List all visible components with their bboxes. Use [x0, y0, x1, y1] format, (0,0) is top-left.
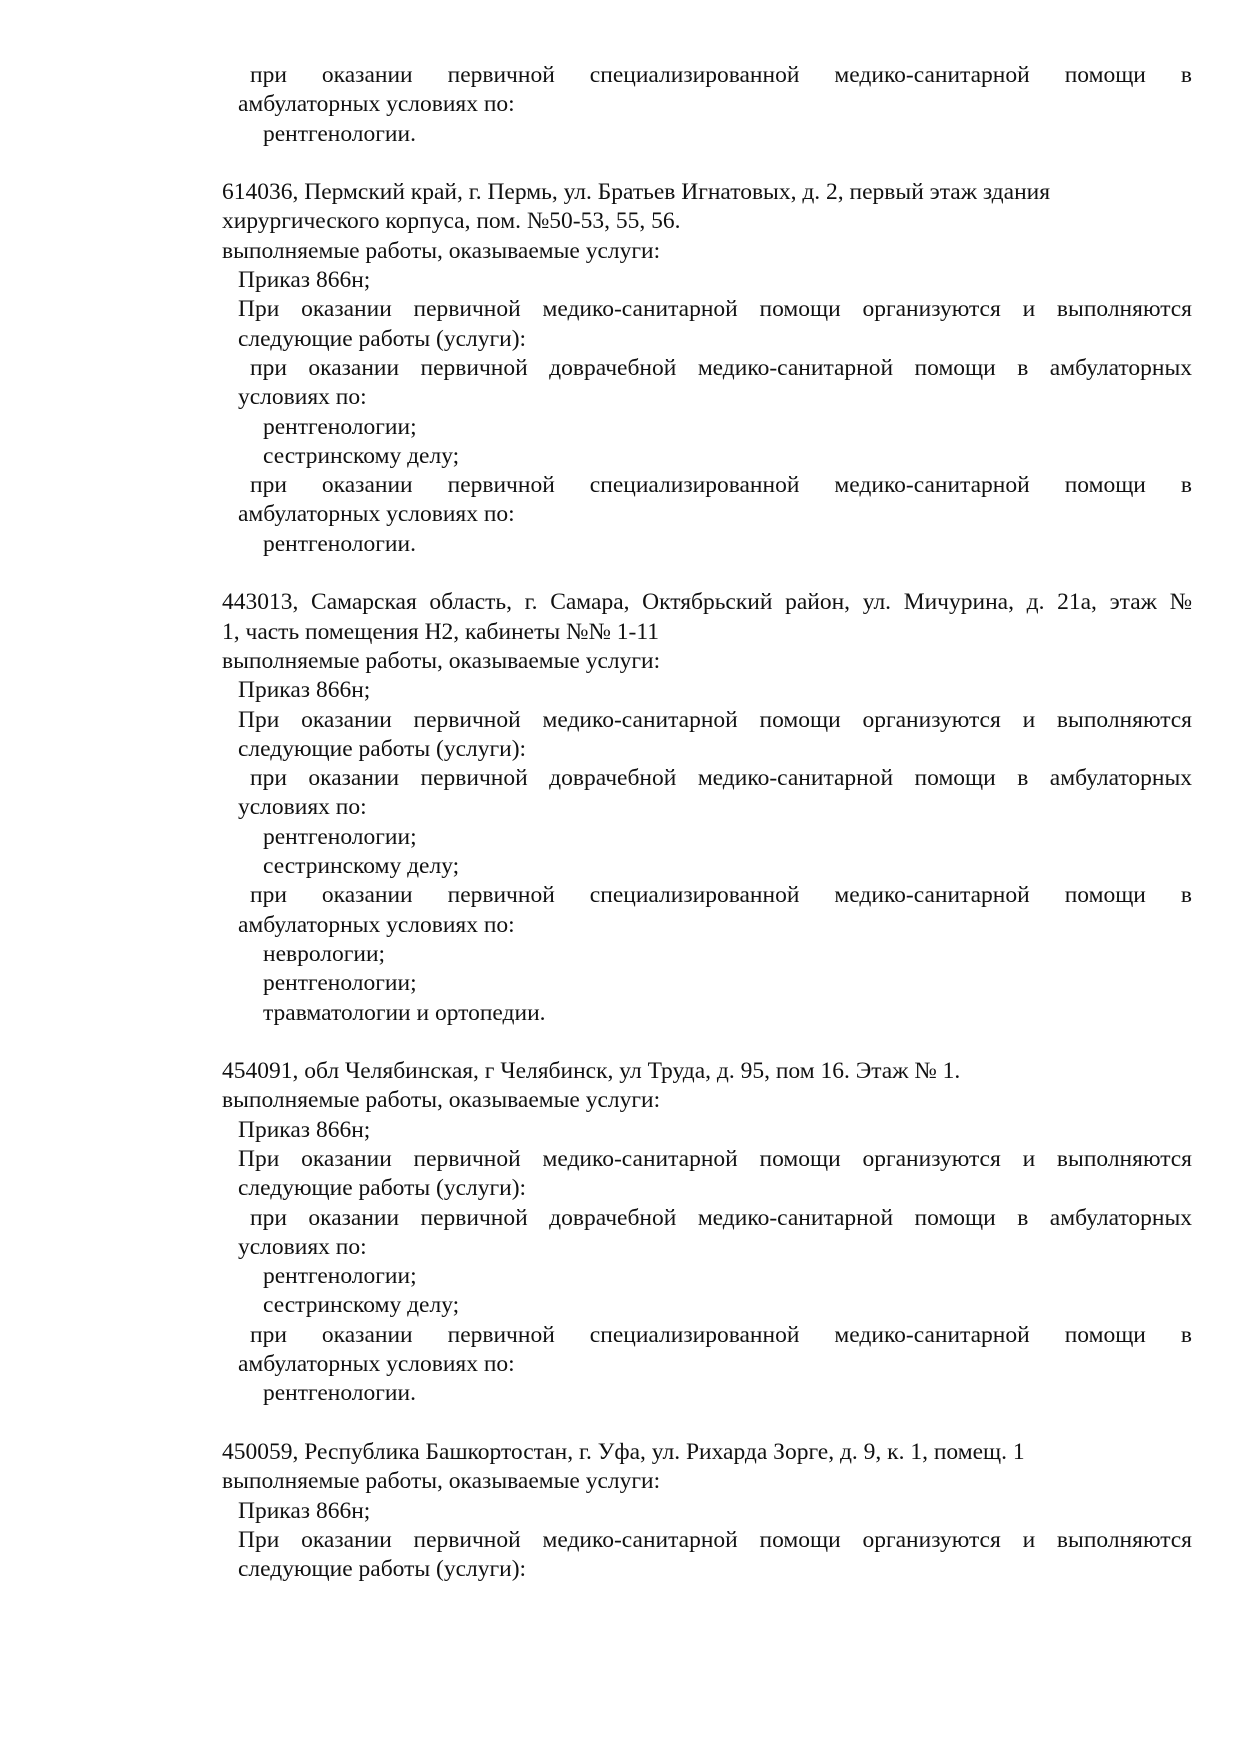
service-item: рентгенологии;: [263, 1263, 417, 1290]
text-line: Приказ 866н;: [238, 267, 371, 294]
text-line: при оказании первичной специализированной медико-санитарной помощи в: [250, 62, 1192, 88]
text-line: при оказании первичной специализированной медико-санитарной помощи в: [250, 472, 1192, 499]
text-line: амбулаторных условиях по:: [238, 911, 515, 938]
text-line: условиях по:: [238, 794, 367, 821]
address-line: выполняемые работы, оказываемые услуги:: [222, 1087, 661, 1114]
text-line: Приказ 866н;: [238, 1116, 371, 1143]
address-line: 1, часть помещения Н2, кабинеты №№ 1-11: [222, 618, 659, 645]
service-item: рентгенологии;: [263, 970, 417, 997]
text-line: Приказ 866н;: [238, 677, 371, 704]
service-item: рентгенологии.: [263, 120, 416, 147]
text-line: при оказании первичной доврачебной медико-санитарной помощи в амбулаторных: [250, 1204, 1192, 1231]
address-section: [0, 588, 1241, 1027]
text-line: амбулаторных условиях по:: [238, 91, 515, 118]
service-item: сестринскому делу;: [263, 1292, 460, 1319]
address-line: 443013, Самарская область, г. Самара, Октябрьский район, ул. Мичурина, д. 21а, этаж №: [222, 589, 1192, 616]
address-line: выполняемые работы, оказываемые услуги:: [222, 237, 661, 264]
address-line: 454091, обл Челябинская, г Челябинск, ул Труда, д. 95, пом 16. Этаж № 1.: [222, 1058, 961, 1085]
address-line: 450059, Республика Башкортостан, г. Уфа, ул. Рихарда Зорге, д. 9, к. 1, помещ. 1: [222, 1438, 1025, 1465]
address-line: 614036, Пермский край, г. Пермь, ул. Братьев Игнатовых, д. 2, первый этаж здания: [222, 179, 1051, 206]
text-line: следующие работы (услуги):: [238, 1175, 527, 1202]
service-item: травматологии и ортопедии.: [263, 999, 546, 1026]
text-line: следующие работы (услуги):: [238, 735, 527, 762]
text-line: амбулаторных условиях по:: [238, 501, 515, 528]
text-line: при оказании первичной доврачебной медико-санитарной помощи в амбулаторных: [250, 765, 1192, 792]
paragraph-spacer: [0, 559, 1241, 588]
text-line: условиях по:: [238, 1233, 367, 1260]
service-item: сестринскому делу;: [263, 442, 460, 469]
address-line: выполняемые работы, оказываемые услуги:: [222, 1468, 661, 1495]
text-line: При оказании первичной медико-санитарной помощи организуются и выполняются: [238, 1145, 1192, 1172]
address-section: [0, 1057, 1241, 1409]
text-line: При оказании первичной медико-санитарной помощи организуются и выполняются: [238, 1526, 1192, 1553]
continued-section: [0, 61, 1241, 149]
text-line: при оказании первичной специализированной медико-санитарной помощи в: [250, 882, 1192, 909]
text-line: при оказании первичной доврачебной медико-санитарной помощи в амбулаторных: [250, 354, 1192, 381]
service-item: неврологии;: [263, 940, 386, 967]
paragraph-spacer: [0, 1409, 1241, 1438]
text-line: амбулаторных условиях по:: [238, 1351, 515, 1378]
document-page: [0, 61, 1241, 1584]
address-section: [0, 178, 1241, 559]
paragraph-spacer: [0, 1028, 1241, 1057]
text-line: следующие работы (услуги):: [238, 325, 527, 352]
text-line: При оказании первичной медико-санитарной помощи организуются и выполняются: [238, 296, 1192, 323]
address-section: [0, 1438, 1241, 1584]
service-item: рентгенологии.: [263, 530, 416, 557]
text-line: При оказании первичной медико-санитарной помощи организуются и выполняются: [238, 706, 1192, 733]
service-item: сестринскому делу;: [263, 853, 460, 880]
text-line: Приказ 866н;: [238, 1497, 371, 1524]
service-item: рентгенологии;: [263, 823, 417, 850]
text-line: при оказании первичной специализированной медико-санитарной помощи в: [250, 1321, 1192, 1348]
service-item: рентгенологии;: [263, 413, 417, 440]
address-line: хирургического корпуса, пом. №50-53, 55, 56.: [222, 208, 681, 235]
text-line: условиях по:: [238, 384, 367, 411]
address-line: выполняемые работы, оказываемые услуги:: [222, 647, 661, 674]
text-line: следующие работы (услуги):: [238, 1556, 527, 1583]
service-item: рентгенологии.: [263, 1380, 416, 1407]
paragraph-spacer: [0, 149, 1241, 178]
